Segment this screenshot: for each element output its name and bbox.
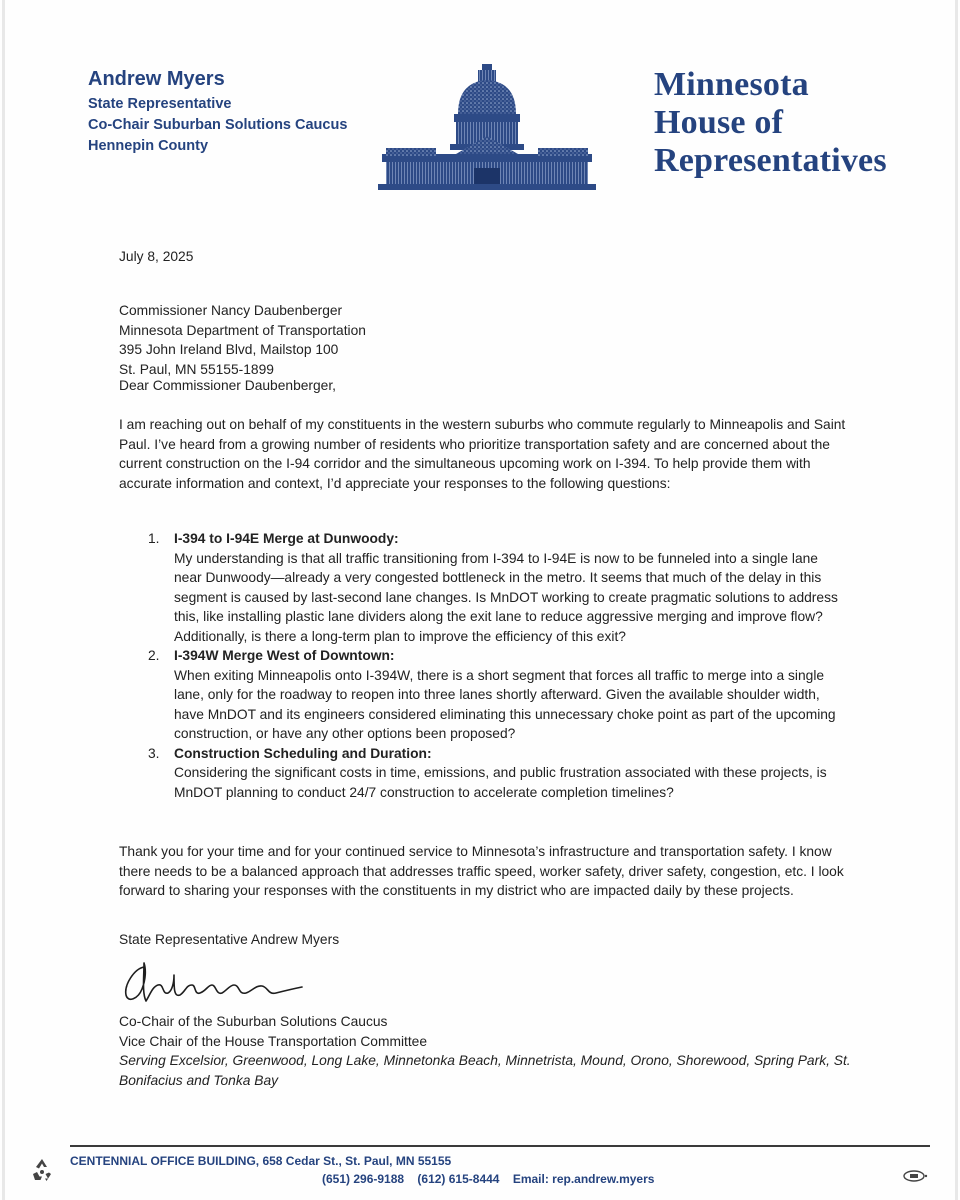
handwritten-signature bbox=[116, 955, 316, 1013]
letterhead-sender bbox=[88, 66, 347, 157]
list-item-number: 3. bbox=[148, 745, 160, 761]
list-item bbox=[148, 646, 848, 744]
list-item-heading: Construction Scheduling and Duration: bbox=[174, 745, 432, 761]
letter-date: July 8, 2025 bbox=[119, 249, 194, 264]
house-title bbox=[654, 66, 887, 180]
recycle-icon bbox=[28, 1156, 56, 1184]
page-edge-right bbox=[955, 0, 958, 1200]
footer-email: Email: rep.andrew.myers bbox=[512, 1172, 655, 1186]
recipient-street: 395 John Ireland Blvd, Mailstop 100 bbox=[119, 342, 339, 357]
house-title-line3: Representatives bbox=[654, 142, 887, 179]
sign-off-name: State Representative Andrew Myers bbox=[119, 932, 340, 947]
footer-address: CENTENNIAL OFFICE BUILDING, 658 Cedar St., St. Paul, MN 55155 bbox=[70, 1154, 452, 1168]
list-item-text: My understanding is that all traffic transitioning from I-394 to I-94E is now to be funneled into a single lane near Dunwoody—already a very congested bottleneck in the metro. It seems that much of the delay in this segment is caused by last-second lane changes. Is MnDOT working to create pragmatic solutions to address this, like installing plastic lane dividers along the exit lane to reduce aggressive merging and improve flow? Additionally, is there a long-term plan to improve the efficiency of this exit? bbox=[174, 550, 838, 644]
list-item bbox=[148, 529, 848, 646]
recipient-city: St. Paul, MN 55155-1899 bbox=[119, 361, 274, 377]
footer-divider bbox=[70, 1145, 930, 1147]
recipient-address bbox=[119, 301, 859, 379]
list-item-text: When exiting Minneapolis onto I-394W, there is a short segment that forces all traffic to merge into a single lane, only for the roadway to reopen into three lanes shortly afterward. Given the available shoulder width, have MnDOT and its engineers considered eliminating this unnecessary choke point as part of the upcoming construction, or have any other options been proposed? bbox=[174, 667, 836, 741]
union-bug-icon bbox=[902, 1170, 928, 1182]
list-item-heading: I-394 to I-94E Merge at Dunwoody: bbox=[174, 531, 399, 546]
list-item-number: 1. bbox=[148, 531, 160, 546]
serving-communities: Serving Excelsior, Greenwood, Long Lake, Minnetonka Beach, Minnetrista, Mound, Orono, Shorewood, Spring Park, St. Bonifacius and Tonka Bay bbox=[119, 1053, 851, 1088]
list-item bbox=[148, 744, 848, 803]
intro-paragraph: I am reaching out on behalf of my constituents in the western suburbs who commute regularly to Minneapolis and Saint Paul. I’ve heard from a growing number of residents who prioritize transportation safety and are concerned about the current construction on the I-94 corridor and the simultaneous upcoming work on I-394. To help provide them with accurate information and context, I’d appreciate your responses to the following questions: bbox=[119, 417, 846, 491]
footer-phone-2: (612) 615-8444 bbox=[417, 1172, 500, 1186]
page-edge-left bbox=[2, 0, 5, 1200]
closing-paragraph: Thank you for your time and for your continued service to Minnesota’s infrastructure and transportation safety. I know there needs to be a balanced approach that addresses traffic speed, worker safety, driver safety, congestion, etc. I look forward to sharing your responses with the constituents in my district who are impacted daily by these projects. bbox=[119, 844, 844, 898]
list-item-number: 2. bbox=[148, 648, 160, 663]
list-item-heading: I-394W Merge West of Downtown: bbox=[174, 648, 395, 663]
sender-title: State Representative bbox=[88, 96, 232, 112]
capitol-building-icon bbox=[374, 62, 600, 192]
list-item-text: Considering the significant costs in time, emissions, and public frustration associated with these projects, is MnDOT planning to conduct 24/7 construction to accelerate completion timelines? bbox=[174, 765, 827, 800]
recipient-department: Minnesota Department of Transportation bbox=[119, 322, 366, 338]
house-title-line2: House of bbox=[654, 104, 784, 141]
signer-title-caucus: Co-Chair of the Suburban Solutions Caucus bbox=[119, 1014, 388, 1029]
house-title-line1: Minnesota bbox=[654, 66, 809, 103]
signer-titles bbox=[119, 1012, 859, 1090]
footer-contact bbox=[322, 1171, 664, 1187]
recipient-name: Commissioner Nancy Daubenberger bbox=[119, 303, 343, 318]
question-list bbox=[148, 529, 848, 802]
footer-phone-1: (651) 296-9188 bbox=[322, 1172, 405, 1186]
sender-county: Hennepin County bbox=[88, 138, 209, 154]
salutation: Dear Commissioner Daubenberger, bbox=[119, 378, 337, 393]
sender-caucus: Co-Chair Suburban Solutions Caucus bbox=[88, 117, 348, 133]
signer-title-committee: Vice Chair of the House Transportation Committee bbox=[119, 1033, 428, 1049]
sender-name: Andrew Myers bbox=[88, 68, 225, 90]
